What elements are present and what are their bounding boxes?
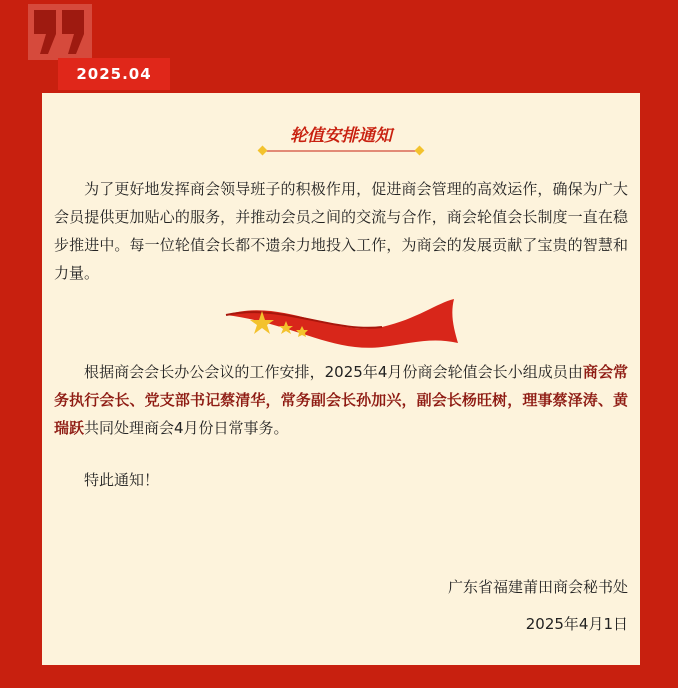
notice-title: 轮值安排通知 xyxy=(290,126,392,146)
title-divider xyxy=(256,145,426,157)
paragraph-arrangement xyxy=(54,358,628,442)
quote-icon xyxy=(28,4,92,60)
closing-text: 特此通知！ xyxy=(84,471,160,489)
arrangement-prefix: 根据商会会长办公会议的工作安排，2025年4月份商会轮值会长小组成员由 xyxy=(84,363,583,381)
paragraph-closing xyxy=(54,466,628,494)
paragraph-intro xyxy=(54,175,628,287)
arrangement-members: 商会常务执行会长、党支部书记蔡清华，常务副会长孙加兴，副会长杨旺树，理事蔡泽涛、黄瑞跃 xyxy=(54,363,628,437)
paragraph-intro-text: 为了更好地发挥商会领导班子的积极作用，促进商会管理的高效运作，确保为广大会员提供更加贴心的服务，并推动会员之间的交流与合作，商会轮值会长制度一直在稳步推进中。每一位轮值会长都不遗余力地投入工作，为商会的发展贡献了宝贵的智慧和力量。 xyxy=(54,180,628,282)
signature-date: 2025年4月1日 xyxy=(525,615,628,633)
signature-organization: 广东省福建莆田商会秘书处 xyxy=(447,578,628,596)
arrangement-suffix: 共同处理商会4月份日常事务。 xyxy=(84,419,289,437)
notice-card xyxy=(42,93,640,665)
date-tag: 2025.04 xyxy=(58,58,170,90)
flag-ribbon-icon xyxy=(222,293,462,353)
